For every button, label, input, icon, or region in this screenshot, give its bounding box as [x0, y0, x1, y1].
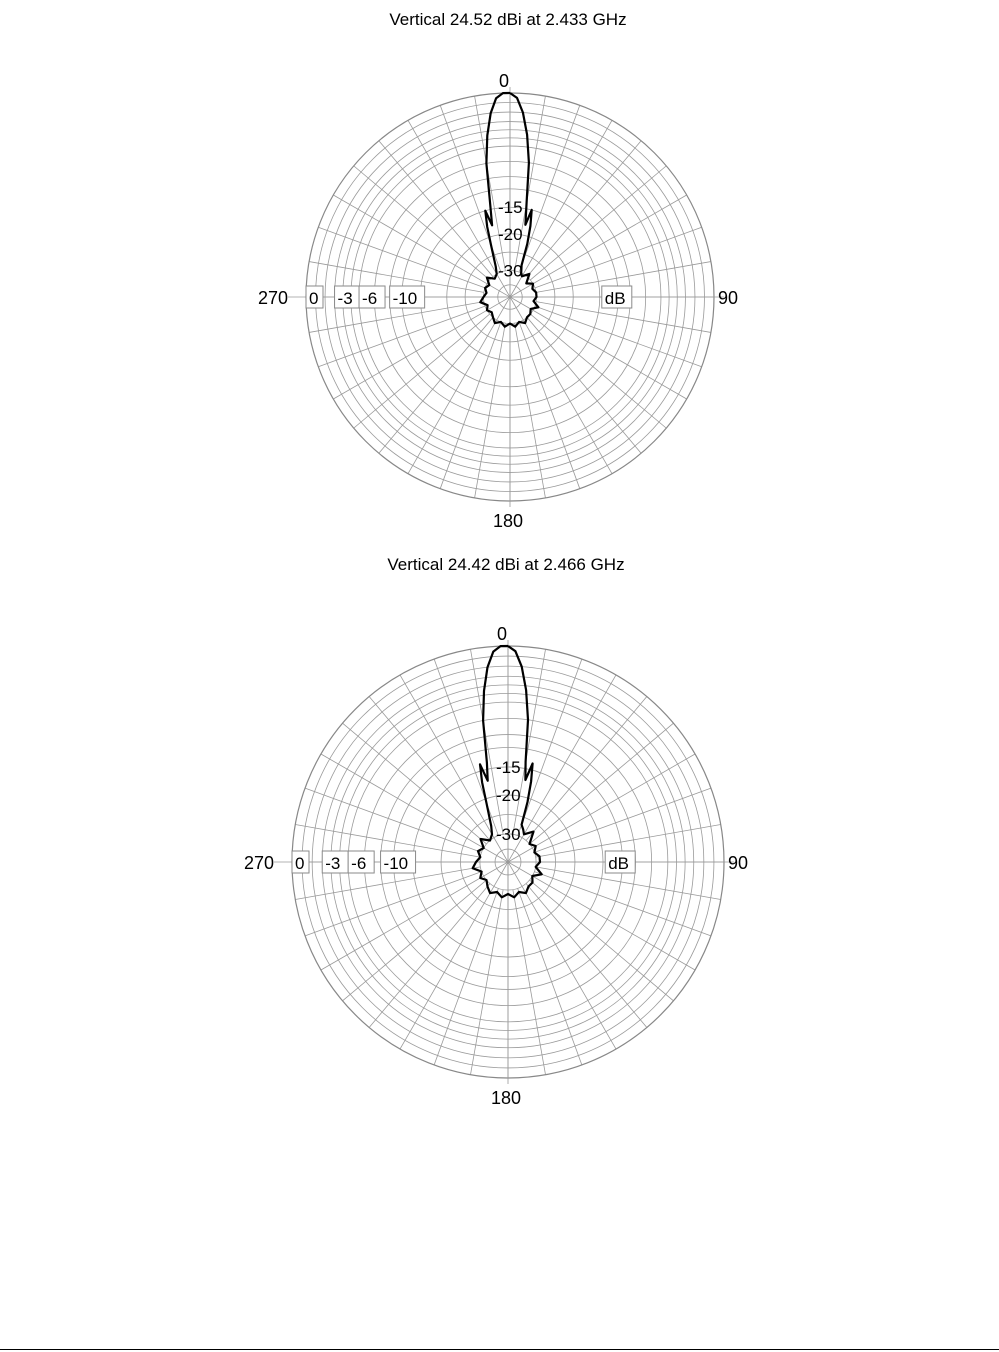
polar-chart-svg-2	[0, 550, 999, 1110]
grid-spoke	[527, 141, 641, 277]
radial-label-neg10: -10	[392, 289, 418, 308]
grid-spoke	[343, 880, 487, 1001]
angle-label-90: 90	[718, 288, 739, 308]
grid-spoke	[513, 890, 546, 1075]
radial-label-neg3: -3	[337, 289, 353, 308]
grid-spoke	[354, 314, 490, 428]
angle-label-180: 180	[492, 511, 524, 531]
radial-label-neg6: -6	[362, 289, 378, 308]
radial-unit-label: dB	[608, 854, 629, 873]
angle-label-0: 0	[496, 624, 508, 644]
radial-label-neg10: -10	[383, 854, 409, 873]
polar-chart-2	[0, 550, 999, 1110]
radial-label-neg6: -6	[351, 854, 367, 873]
grid-spoke	[305, 872, 482, 936]
radial-label-neg20: -20	[498, 224, 523, 244]
grid-spoke	[530, 880, 674, 1001]
page-bottom-rule	[0, 1349, 999, 1350]
radial-label-0: 0	[309, 289, 319, 308]
angle-label-180: 180	[490, 1088, 522, 1108]
grid-spoke	[369, 884, 490, 1028]
radial-label-neg15: -15	[498, 198, 523, 218]
grid-spoke	[379, 141, 493, 277]
grid-spoke	[518, 888, 582, 1065]
grid-spoke	[530, 166, 666, 280]
polar-chart-svg-1	[0, 0, 999, 560]
grid-spoke	[470, 890, 503, 1075]
radial-label-0: 0	[295, 854, 305, 873]
radial-label-neg15: -15	[496, 757, 521, 777]
grid-spoke	[530, 723, 674, 844]
radial-label-neg30: -30	[496, 824, 521, 844]
chart-title: Vertical 24.52 dBi at 2.433 GHz	[389, 10, 627, 29]
grid-spoke	[369, 697, 490, 841]
grid-spoke	[379, 317, 493, 453]
grid-spoke	[513, 649, 546, 834]
angle-label-90: 90	[728, 853, 749, 873]
grid-spoke	[434, 888, 498, 1065]
grid-spoke	[530, 314, 666, 428]
radial-label-neg30: -30	[498, 261, 523, 281]
angle-label-270: 270	[258, 288, 289, 308]
grid-spoke	[526, 697, 647, 841]
angle-label-0: 0	[498, 71, 510, 91]
grid-spoke	[534, 788, 711, 852]
angle-label-270: 270	[244, 853, 275, 873]
radial-label-neg3: -3	[325, 854, 341, 873]
polar-chart-1	[0, 0, 999, 560]
chart-title: Vertical 24.42 dBi at 2.466 GHz	[387, 555, 625, 574]
grid-spoke	[527, 317, 641, 453]
grid-spoke	[343, 723, 487, 844]
grid-spoke	[305, 788, 482, 852]
radial-label-neg20: -20	[496, 786, 521, 806]
grid-spoke	[354, 166, 490, 280]
radial-unit-label: dB	[604, 289, 626, 308]
grid-spoke	[534, 872, 711, 936]
grid-spoke	[526, 884, 647, 1028]
